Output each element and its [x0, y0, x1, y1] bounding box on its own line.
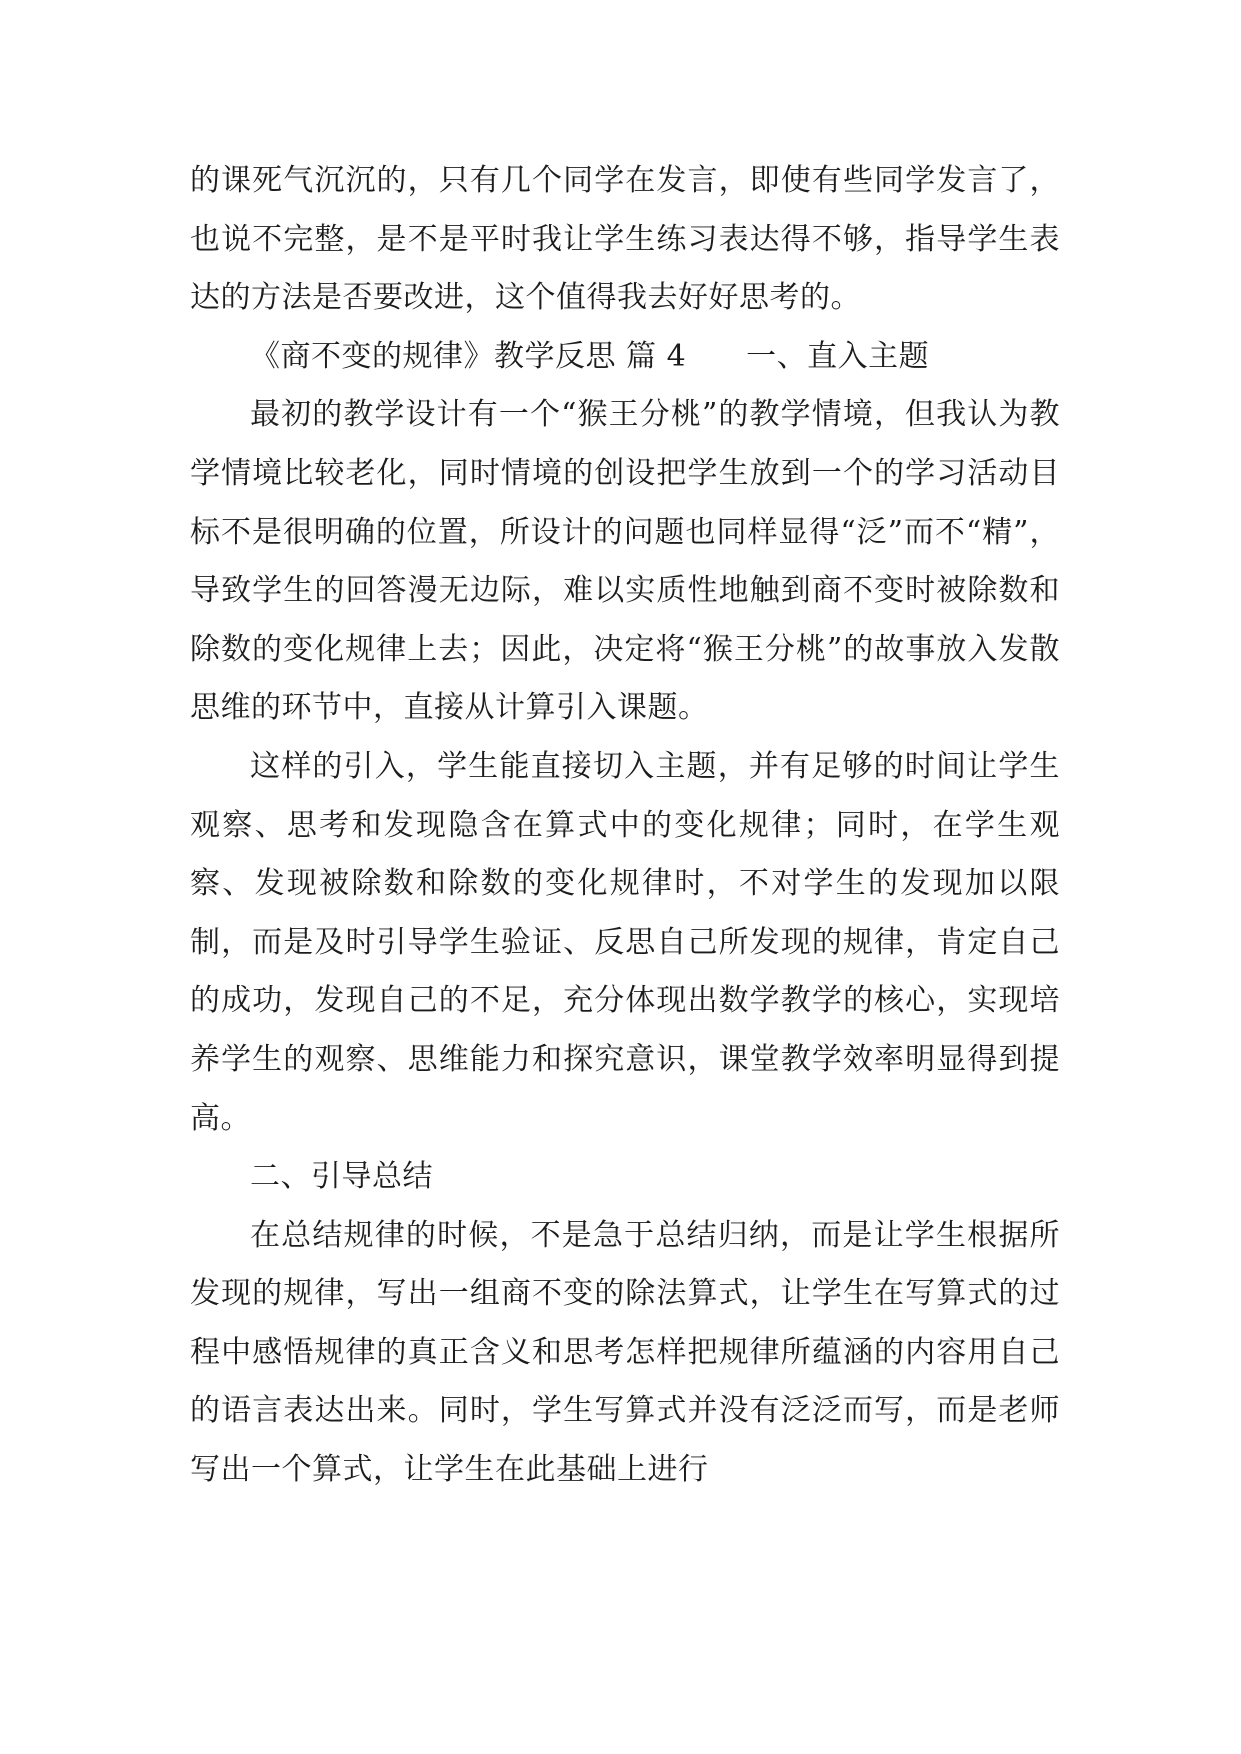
document-body [190, 152, 1060, 1500]
section-heading-1: 一、直入主题 [746, 338, 930, 374]
paragraph-section2-a: 在总结规律的时候，不是急于总结归纳，而是让学生根据所发现的规律，写出一组商不变的除法算式，让学生在写算式的过程中感悟规律的真正含义和思考怎样把规律所蕴涵的内容用自己的语言表达出来。同时，学生写算式并没有泛泛而写，而是老师写出一个算式，让学生在此基础上进行 [190, 1217, 1060, 1488]
paragraph-section1-a: 最初的教学设计有一个“猴王分桃”的教学情境，但我认为教学情境比较老化，同时情境的创设把学生放到一个的学习活动目标不是很明确的位置，所设计的问题也同样显得“泛”而不“精”，导致学生的回答漫无边际，难以实质性地触到商不变时被除数和除数的变化规律上去；因此，决定将“猴王分桃”的故事放入发散思维的环节中，直接从计算引入课题。 [190, 397, 1060, 726]
article-part: 篇 4 [626, 338, 687, 374]
article-title-line [190, 328, 1060, 387]
paragraph-section1-b: 这样的引入，学生能直接切入主题，并有足够的时间让学生观察、思考和发现隐含在算式中的变化规律；同时，在学生观察、发现被除数和除数的变化规律时，不对学生的发现加以限制，而是及时引导学生验证、反思自己所发现的规律，肯定自己的成功，发现自己的不足，充分体现出数学教学的核心，实现培养学生的观察、思维能力和探究意识，课堂教学效率明显得到提高。 [190, 748, 1060, 1136]
paragraph-continuation: 的课死气沉沉的，只有几个同学在发言，即使有些同学发言了，也说不完整，是不是平时我让学生练习表达得不够，指导学生表达的方法是否要改进，这个值得我去好好思考的。 [190, 163, 1060, 316]
article-title: 《商不变的规律》教学反思 [250, 338, 616, 374]
section-heading-2: 二、引导总结 [250, 1159, 433, 1195]
